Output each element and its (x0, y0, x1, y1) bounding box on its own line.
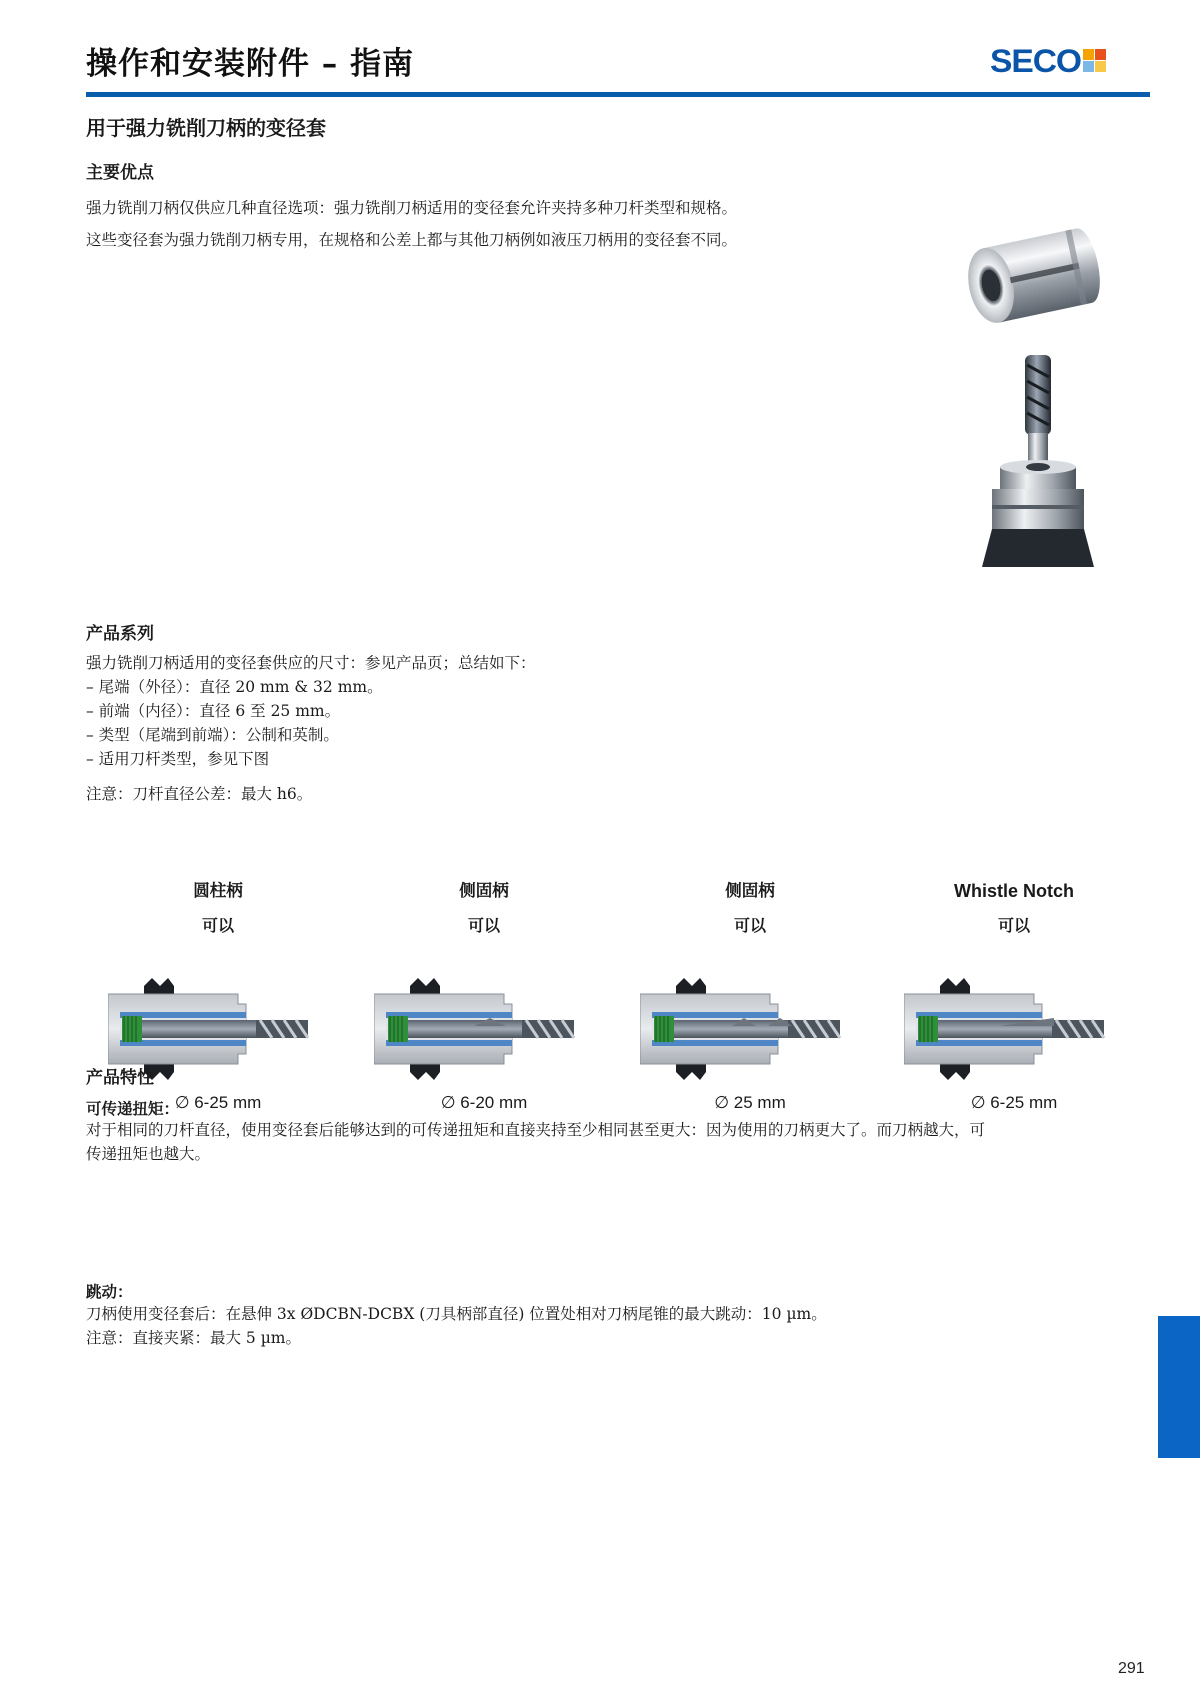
range-line: – 适用刀杆类型，参见下图 (86, 750, 270, 768)
shank-type-side-lock-large (620, 878, 880, 1112)
shank-diameter: ∅ 25 mm (714, 1093, 786, 1112)
torque-line: 传递扭矩也越大。 (86, 1145, 211, 1163)
header-rule (86, 92, 1150, 97)
range-list (86, 651, 906, 771)
advantages-text (86, 192, 906, 256)
shank-type-status: 可以 (997, 916, 1030, 935)
range-line: – 前端（内径）：直径 6 至 25 mm。 (86, 702, 341, 720)
runout-text (86, 1302, 1126, 1350)
adapter-sleeve-image (960, 215, 1120, 335)
shank-type-label: Whistle Notch (954, 881, 1074, 901)
shank-diameter: ∅ 6-20 mm (440, 1093, 528, 1112)
torque-heading: 可传递扭矩： (86, 1099, 180, 1118)
runout-heading: 跳动： (86, 1282, 133, 1301)
chuck-section-diagram (374, 978, 594, 1088)
logo-mark-icon (1083, 49, 1107, 73)
shank-type-whistle-notch (884, 878, 1144, 1112)
section-side-tab (1158, 1316, 1200, 1458)
page-title: 操作和安装附件 – 指南 (86, 46, 415, 82)
range-heading: 产品系列 (86, 624, 154, 644)
range-line: 强力铣削刀柄适用的变径套供应的尺寸：参见产品页；总结如下： (86, 654, 536, 672)
torque-line: 对于相同的刀杆直径，使用变径套后能够达到的可传递扭矩和直接夹持至少相同甚至更大：因为使用的刀柄更大了。而刀柄越大，可 (86, 1121, 986, 1139)
shank-type-label: 侧固柄 (459, 881, 509, 900)
shank-type-side-lock-small (354, 878, 614, 1112)
shank-type-label: 圆柱柄 (193, 881, 243, 900)
milling-chuck-image (930, 355, 1142, 567)
seco-logo (990, 44, 1107, 78)
section-heading: 用于强力铣削刀柄的变径套 (86, 116, 326, 140)
shank-type-status: 可以 (467, 916, 500, 935)
runout-line: 刀柄使用变径套后：在悬伸 3x ØDCBN-DCBX (刀具柄部直径) 位置处相对刀柄尾锥的最大跳动：10 µm。 (86, 1305, 827, 1323)
chuck-section-diagram (640, 978, 860, 1088)
advantages-heading: 主要优点 (86, 163, 154, 183)
shank-type-status: 可以 (201, 916, 234, 935)
logo-text: SECO (990, 43, 1082, 79)
shank-type-status: 可以 (733, 916, 766, 935)
advantages-line: 强力铣削刀柄仅供应几种直径选项：强力铣削刀柄适用的变径套允许夹持多种刀杆类型和规格。 (86, 199, 738, 217)
page-number: 291 (1118, 1660, 1145, 1677)
advantages-line: 这些变径套为强力铣削刀柄专用，在规格和公差上都与其他刀柄例如液压刀柄用的变径套不同。 (86, 231, 738, 249)
shank-type-label: 侧固柄 (725, 881, 775, 900)
range-line: – 尾端（外径）：直径 20 mm & 32 mm。 (86, 678, 383, 696)
torque-text (86, 1118, 1126, 1166)
shank-diameter: ∅ 6-25 mm (970, 1093, 1058, 1112)
range-line: – 类型（尾端到前端）：公制和英制。 (86, 726, 339, 744)
shank-diameter: ∅ 6-25 mm (174, 1093, 262, 1112)
runout-line: 注意：直接夹紧：最大 5 µm。 (86, 1329, 301, 1347)
chuck-section-diagram (904, 978, 1124, 1088)
features-heading: 产品特性 (86, 1068, 154, 1088)
range-note: 注意：刀杆直径公差：最大 h6。 (86, 785, 313, 803)
